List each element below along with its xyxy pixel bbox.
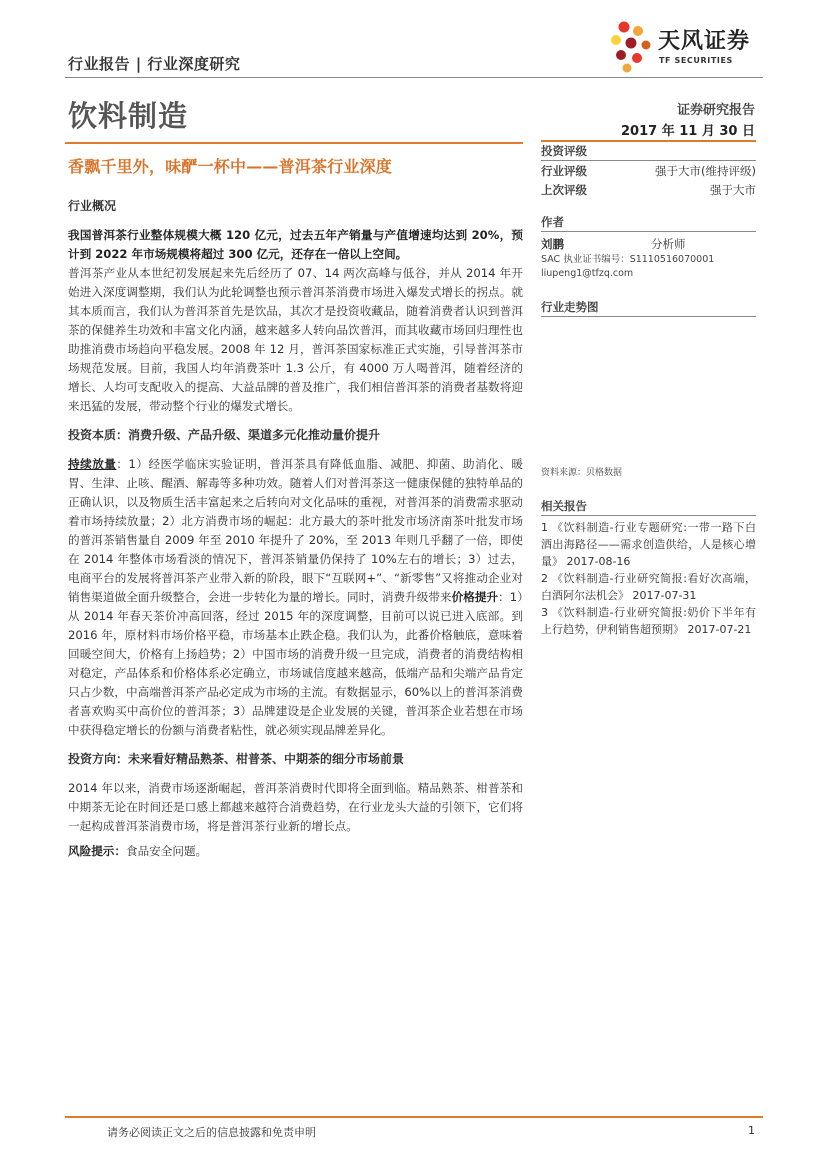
overview-lead: 我国普洱茶行业整体规模大概 120 亿元，过去五年产销量与产值增速均达到 20%，预计到 2022 年市场规模将超过 300 亿元，还存在一倍以上空间。 xyxy=(68,228,523,261)
author-name: 刘鹏 xyxy=(541,237,564,251)
report-title: 香飘千里外，味酽一杯中——普洱茶行业深度 xyxy=(68,157,393,176)
logo-dot xyxy=(632,53,642,63)
direction-body: 2014 年以来，消费市场逐渐崛起，普洱茶消费时代即将全面到临。精品熟茶、柑普茶和中期茶无论在时间还是口感上都越来越符合消费趋势，在行业龙头大益的引领下，它们将一起构成普洱茶消费市场，将是普洱茶行业新的增长点。 xyxy=(68,781,523,833)
rating-block xyxy=(541,142,756,200)
essence-label-volume: 持续放量 xyxy=(68,457,117,471)
rating-label: 行业评级 xyxy=(541,164,587,178)
footer-disclaimer: 请务必阅读正文之后的信息披露和免责申明 xyxy=(107,1126,316,1139)
header-divider xyxy=(65,77,763,78)
related-report-item[interactable]: 1 《饮料制造-行业专题研究:一带一路下白酒出海路径——需求创造供给，人是核心增量》 2017-08-16 xyxy=(541,521,756,568)
author-email[interactable]: liupeng1@tfzq.com xyxy=(541,268,634,279)
rating-heading: 投资评级 xyxy=(541,144,587,158)
company-logo xyxy=(606,18,766,74)
trend-block xyxy=(541,298,756,479)
report-date: 2017 年 11 月 30 日 xyxy=(621,124,755,139)
logo-dot xyxy=(623,64,632,73)
main-content xyxy=(68,197,523,861)
footer-divider xyxy=(65,1116,763,1118)
industry-name: 饮料制造 xyxy=(68,99,189,133)
logo-name-cn: 天风证券 xyxy=(658,29,751,54)
essence-paragraph xyxy=(68,455,523,740)
author-heading: 作者 xyxy=(541,215,564,229)
rating-value: 强于大市(维持评级) xyxy=(655,164,756,178)
logo-flower-icon xyxy=(606,18,656,74)
essence-heading: 投资本质：消费升级、产品升级、渠道多元化推动量价提升 xyxy=(68,428,381,442)
prev-rating-label: 上次评级 xyxy=(541,183,587,197)
report-type: 行业报告 | 行业深度研究 xyxy=(68,55,241,73)
trend-source: 资料来源：贝格数据 xyxy=(541,468,623,478)
logo-name-en: TF SECURITIES xyxy=(659,56,733,65)
related-report-item[interactable]: 2 《饮料制造-行业研究简报:看好次高端，白酒阿尔法机会》 2017-07-31 xyxy=(541,572,756,602)
overview-body: 普洱茶产业从本世纪初发展起来先后经历了 07、14 两次高峰与低谷，并从 2014 年开始进入深度调整期，我们认为此轮调整也预示普洱茶消费市场进入爆发式增长的拐点。就其本质而言，我们认为普洱茶首先是饮品，其次才是投资收藏品，随着消费者认识到普洱茶的保健养生功效和丰富文化内涵，越来越多人转向品饮普洱，而其收藏市场回归理性也助推消费市场趋向平稳发展。2008 年 12 月，普洱茶国家标准正式实施，引导普洱茶市场规范发展。目前，我国人均年消费茶叶 1.3 公斤，有 4000 万人喝普洱，随着经济的增长、人均可支配收入的提高、大益品牌的普及推广，我们相信普洱茶的消费者基数将迎来迅猛的发展，带动整个行业的爆发式增长。 xyxy=(68,266,523,413)
logo-dot xyxy=(619,22,630,33)
trend-heading: 行业走势图 xyxy=(541,300,599,314)
rating-divider xyxy=(541,160,756,161)
related-block xyxy=(541,497,756,638)
risk-label: 风险提示： xyxy=(68,844,126,858)
essence-text-price: ：1）从 2014 年春天茶价冲高回落，经过 2015 年的深度调整，目前可以说已进入底部。到 2016 年，原材料市场价格平稳，市场基本止跌企稳。我们认为，此番价格触底，意味着回暖空间大，价格有上扬趋势；2）中国市场的消费升级一旦完成，消费者的消费结构相对稳定，产品体系和价格体系必定确立，市场诚信度越来越高，低端产品和尖端产品肯定只占少数，中高端普洱茶产品必定成为市场的主流。有数据显示，60%以上的普洱茶消费者喜欢购买中高价位的普洱茶；3）品牌建设是企业发展的关键，普洱茶企业若想在市场中获得稳定增长的份额与消费者粘性，就必须实现品牌差异化。 xyxy=(68,590,523,737)
related-divider xyxy=(541,515,756,516)
prev-rating-value: 强于大市 xyxy=(710,183,756,197)
risk-text: 食品安全问题。 xyxy=(125,844,208,858)
overview-heading: 行业概况 xyxy=(68,199,117,213)
risk-paragraph xyxy=(68,842,523,861)
author-block xyxy=(541,213,756,281)
author-cert: SAC 执业证书编号：S1110516070001 xyxy=(541,254,715,265)
logo-dot xyxy=(633,26,643,36)
author-row xyxy=(541,235,756,253)
page-number: 1 xyxy=(748,1124,755,1137)
essence-text-volume: ：1）经医学临床实验证明，普洱茶具有降低血脂、减肥、抑菌、助消化、暖胃、生津、止咳、醒酒、解毒等多种功效。随着人们对普洱茶这一健康保健的独特单品的正确认识，以及物质生活丰富起来之后转向对文化品味的重视，对普洱茶的消费需求驱动着市场持续放量；2）北方消费市场的崛起：北方最大的茶叶批发市场济南茶叶批发市场的普洱茶销售量自 2009 年至 2010 年提升了 20%，至 2013 年则几乎翻了一倍，即使在 2014 年整体市场看淡的情况下，普洱茶销量仍保持了 10%左右的增长；3）过去，电商平台的发展将普洱茶产业带入新的阶段，眼下“互联网+”、“新零售”又将推动企业对销售渠道做全面升级整合，会进一步转化为量的增长。同时，消费升级带来 xyxy=(68,457,523,604)
author-title: 分析师 xyxy=(651,237,686,251)
logo-dot xyxy=(611,35,621,45)
related-report-item[interactable]: 3 《饮料制造-行业研究简报:奶价下半年有上行趋势，伊利销售超预期》 2017-07-21 xyxy=(541,606,756,636)
rating-row xyxy=(541,162,756,181)
trend-chart-area xyxy=(541,317,756,467)
title-divider xyxy=(65,142,523,144)
report-label: 证券研究报告 xyxy=(676,103,755,118)
logo-dot xyxy=(642,41,651,50)
related-list xyxy=(541,519,756,638)
logo-dot xyxy=(616,50,626,60)
author-divider xyxy=(541,231,756,232)
related-heading: 相关报告 xyxy=(541,499,587,513)
direction-heading: 投资方向：未来看好精品熟茶、柑普茶、中期茶的细分市场前景 xyxy=(68,752,405,766)
prev-rating-row xyxy=(541,181,756,200)
logo-dot xyxy=(626,38,637,49)
essence-label-price: 价格提升 xyxy=(451,590,499,604)
